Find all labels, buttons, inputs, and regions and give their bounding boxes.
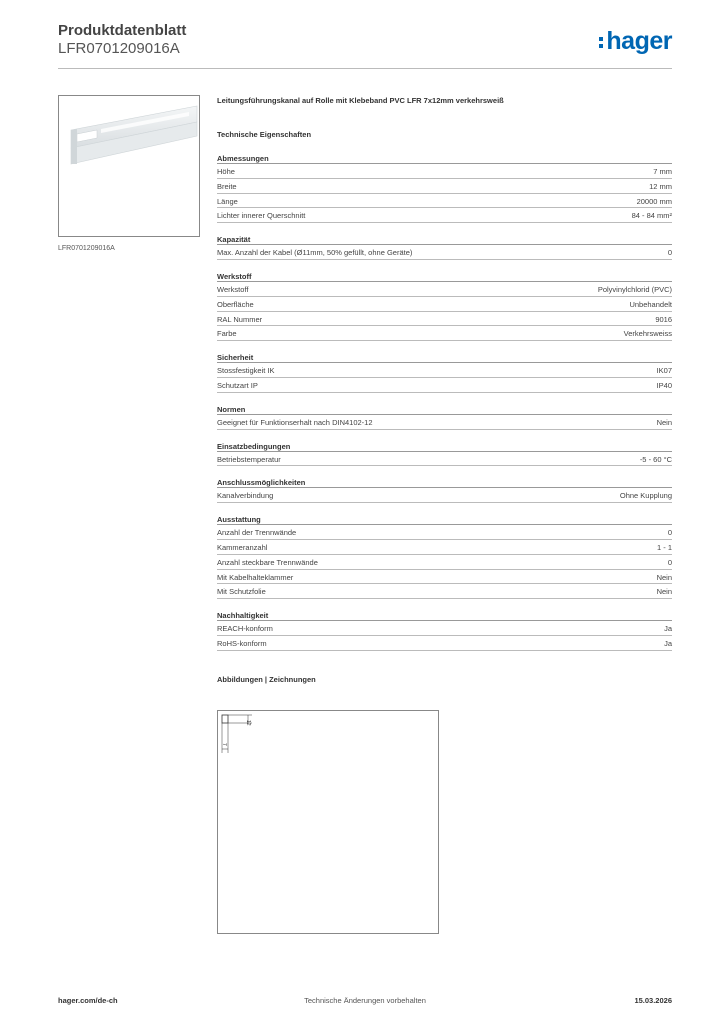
product-image	[58, 95, 200, 237]
section-title: Nachhaltigkeit	[217, 611, 672, 621]
property-value: 84 - 84 mm²	[631, 211, 672, 221]
section	[217, 353, 672, 393]
property-value: Ja	[664, 624, 672, 634]
property-label: RoHS-konform	[217, 638, 267, 648]
property-value: IK07	[656, 366, 672, 376]
technical-drawing	[217, 710, 439, 934]
property-label: Betriebstemperatur	[217, 454, 281, 464]
property-label: Anzahl der Trennwände	[217, 528, 297, 538]
section-title: Abmessungen	[217, 154, 672, 164]
section	[217, 442, 672, 467]
property-value: Nein	[656, 572, 672, 582]
document-title: Produktdatenblatt	[58, 22, 187, 39]
property-value: Nein	[656, 587, 672, 597]
section	[217, 478, 672, 503]
product-data	[217, 96, 672, 685]
property-row	[217, 326, 672, 341]
section	[217, 611, 672, 651]
property-label: REACH-konform	[217, 624, 273, 634]
product-code: LFR0701209016A	[58, 40, 180, 57]
property-label: Breite	[217, 181, 237, 191]
property-value: Ja	[664, 638, 672, 648]
property-label: RAL Nummer	[217, 314, 263, 324]
property-row	[217, 245, 672, 260]
footer-website: hager.com/de-ch	[58, 996, 118, 1005]
section-title: Normen	[217, 405, 672, 415]
product-name: Leitungsführungskanal auf Rolle mit Klebeband PVC LFR 7x12mm verkehrsweiß	[217, 96, 504, 105]
property-label: Kanalverbindung	[217, 491, 274, 501]
cable-duct-illustration	[59, 96, 200, 237]
property-value: 12 mm	[649, 181, 672, 191]
property-label: Kammeranzahl	[217, 542, 268, 552]
property-row	[217, 570, 672, 585]
cross-section-drawing	[218, 711, 440, 935]
page-header	[58, 22, 672, 68]
hager-logo	[599, 28, 672, 54]
image-caption: LFR0701209016A	[58, 245, 115, 252]
property-label: Werkstoff	[217, 284, 249, 294]
property-row	[217, 555, 672, 570]
section	[217, 235, 672, 260]
property-label: Stossfestigkeit IK	[217, 366, 275, 376]
property-label: Mit Kabelhalteklammer	[217, 572, 294, 582]
footer-date: 15.03.2026	[634, 996, 672, 1005]
property-label: Lichter innerer Querschnitt	[217, 211, 306, 221]
property-value: Ohne Kupplung	[619, 491, 672, 501]
property-value: IP40	[656, 380, 672, 390]
property-sections	[217, 154, 672, 651]
property-value: 0	[667, 248, 672, 258]
page-footer	[58, 996, 672, 1008]
property-row	[217, 415, 672, 430]
dimension-height-label: 7	[221, 743, 227, 746]
property-row	[217, 584, 672, 599]
section	[217, 405, 672, 430]
section-title: Sicherheit	[217, 353, 672, 363]
dimension-width-label: 12	[245, 720, 251, 726]
section	[217, 515, 672, 599]
property-label: Schutzart IP	[217, 380, 258, 390]
property-row	[217, 282, 672, 297]
property-row	[217, 164, 672, 179]
property-value: 20000 mm	[636, 196, 672, 206]
property-row	[217, 208, 672, 223]
property-label: Max. Anzahl der Kabel (Ø11mm, 50% gefüllt, ohne Geräte)	[217, 248, 413, 258]
property-row	[217, 378, 672, 393]
property-label: Anzahl steckbare Trennwände	[217, 557, 318, 567]
logo-text: hager	[606, 27, 672, 55]
section-title: Werkstoff	[217, 272, 672, 282]
property-label: Oberfläche	[217, 299, 254, 309]
property-label: Länge	[217, 196, 238, 206]
property-row	[217, 621, 672, 636]
property-value: 9016	[655, 314, 672, 324]
property-row	[217, 297, 672, 312]
section-title: Einsatzbedingungen	[217, 442, 672, 452]
property-row	[217, 636, 672, 651]
property-value: Unbehandelt	[629, 299, 672, 309]
property-row	[217, 194, 672, 209]
footer-disclaimer: Technische Änderungen vorbehalten	[304, 996, 426, 1005]
section-title: Kapazität	[217, 235, 672, 245]
property-value: 7 mm	[653, 167, 672, 176]
technical-properties-title: Technische Eigenschaften	[217, 130, 312, 139]
property-value: 0	[667, 557, 672, 567]
property-value: 0	[667, 528, 672, 538]
section	[217, 272, 672, 341]
property-label: Mit Schutzfolie	[217, 587, 266, 597]
logo-colon-icon	[599, 33, 604, 49]
header-divider	[58, 68, 672, 69]
property-value: Polyvinylchlorid (PVC)	[597, 284, 672, 294]
property-label: Farbe	[217, 329, 237, 339]
property-value: Verkehrsweiss	[623, 329, 672, 339]
property-row	[217, 312, 672, 327]
property-row	[217, 488, 672, 503]
property-row	[217, 179, 672, 194]
section-title: Anschlussmöglichkeiten	[217, 478, 672, 488]
property-row	[217, 363, 672, 378]
property-value: Nein	[656, 417, 672, 427]
property-label: Höhe	[217, 167, 235, 176]
drawings-title: Abbildungen | Zeichnungen	[217, 674, 316, 684]
property-value: -5 - 60 °C	[639, 454, 672, 464]
property-label: Geeignet für Funktionserhalt nach DIN4102-12	[217, 417, 373, 427]
property-row	[217, 452, 672, 467]
property-row	[217, 540, 672, 555]
section-title: Ausstattung	[217, 515, 672, 525]
property-value: 1 - 1	[656, 542, 672, 552]
property-row	[217, 525, 672, 540]
section	[217, 154, 672, 223]
